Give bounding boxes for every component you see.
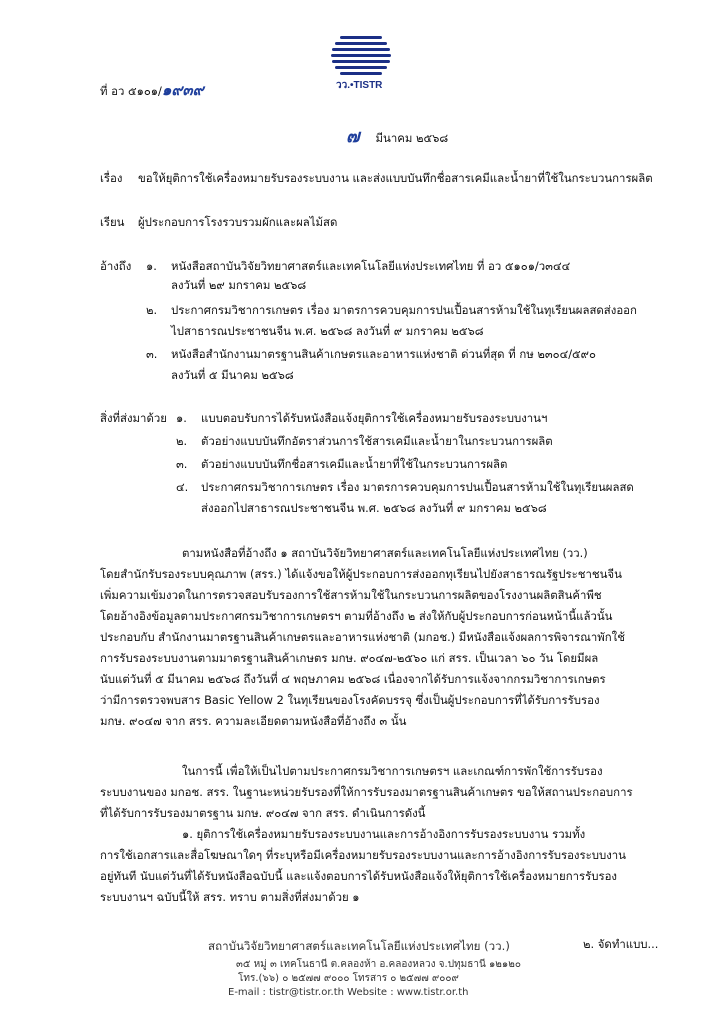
logo-text: วว.•TISTR (336, 80, 383, 91)
enclosure-line: ส่งออกไปสาธารณประชาชนจีน พ.ศ. ๒๕๖๘ ลงวันที่ ๙ มกราคม ๒๕๖๘ (201, 501, 547, 515)
doc-no-handwritten: ๑๙๓๙ (161, 81, 204, 99)
reference-num-3: ๓. (146, 347, 158, 361)
date-day-handwritten: ๗ (346, 126, 360, 147)
body-line: โดยสำนักรับรองระบบคุณภาพ (สรร.) ได้แจ้งขอให้ผู้ประกอบการส่งออกทุเรียนไปยังสาธารณรัฐประชาชนจีน (100, 567, 622, 581)
enclosure-line: แบบตอบรับการได้รับหนังสือแจ้งยุติการใช้เครื่องหมายรับรองระบบงานฯ (201, 411, 548, 425)
reference-line: ลงวันที่ ๒๙ มกราคม ๒๕๖๘ (171, 278, 307, 292)
body-line: ที่ได้รับการรับรองมาตรฐาน มกษ. ๙๐๔๗ จาก สรร. ดำเนินการดังนี้ (100, 806, 426, 820)
reference-num-2: ๒. (146, 303, 158, 317)
body-line: มกษ. ๙๐๔๗ จาก สรร. ความละเอียดตามหนังสือที่อ้างถึง ๓ นั้น (100, 714, 407, 728)
body-line: อยู่ทันที นับแต่วันที่ได้รับหนังสือฉบับนี้ และแจ้งตอบการได้รับหนังสือแจ้งให้ยุติการใช้เครื่องหมายการรับรอง (100, 869, 617, 883)
body-line: เพิ่มความเข้มงวดในการตรวจสอบรับรองการใช้สารห้ามใช้ในกระบวนการผลิตของโรงงานผลิตสินค้าพืช (100, 588, 602, 602)
body-line: โดยอ้างอิงข้อมูลตามประกาศกรมวิชาการเกษตรฯ ตามที่อ้างถึง ๒ ส่งให้กับผู้ประกอบการก่อนหน้านี้แล้วนั้น (100, 609, 613, 623)
enclosures-label: สิ่งที่ส่งมาด้วย (100, 411, 167, 425)
enclosure-num-1: ๑. (176, 411, 187, 425)
enclosure-line: ตัวอย่างแบบบันทึกอัตราส่วนการใช้สารเคมีและน้ำยาในกระบวนการผลิต (201, 434, 553, 448)
body-line: ระบบงานฯ ฉบับนี้ให้ สรร. ทราบ ตามสิ่งที่ส่งมาด้วย ๑ (100, 890, 360, 904)
footer-phone: โทร.(๖๖) ๐ ๒๕๗๗ ๙๐๐๐ โทรสาร ๐ ๒๕๗๗ ๙๐๐๙ (238, 973, 459, 984)
body-line: ๑. ยุติการใช้เครื่องหมายรับรองระบบงานและการอ้างอิงการรับรองระบบงาน รวมทั้ง (182, 827, 586, 841)
footer-web: E-mail : tistr@tistr.or.th Website : www.tistr.or.th (228, 987, 469, 998)
body-line: การรับรองระบบงานตามมาตรฐานสินค้าเกษตร มกษ. ๙๐๔๗-๒๕๖๐ แก่ สรร. เป็นเวลา ๖๐ วัน โดยมีผล (100, 651, 599, 665)
enclosure-num-2: ๒. (176, 434, 188, 448)
body-line: การใช้เอกสารและสื่อโฆษณาใดๆ ที่ระบุหรือมีเครื่องหมายรับรองระบบงานและการอ้างอิงการรับรองระบบงาน (100, 848, 626, 862)
enclosure-num-4: ๔. (176, 480, 189, 494)
reference-line: ประกาศกรมวิชาการเกษตร เรื่อง มาตรการควบคุมการปนเปื้อนสารห้ามใช้ในทุเรียนผลสดส่งออก (171, 303, 637, 317)
reference-line: ลงวันที่ ๕ มีนาคม ๒๕๖๘ (171, 368, 294, 382)
continued-marker: ๒. จัดทำแบบ... (583, 937, 659, 951)
body-line: ประกอบกับ สำนักงานมาตรฐานสินค้าเกษตรและอาหารแห่งชาติ (มกอช.) มีหนังสือแจ้งผลการพิจารณาพักใช้ (100, 630, 625, 644)
salutation-text: ผู้ประกอบการโรงรวบรวมผักและผลไม้สด (138, 215, 338, 229)
reference-line: หนังสือสถาบันวิจัยวิทยาศาสตร์และเทคโนโลยีแห่งประเทศไทย ที่ อว ๕๑๐๑/ว๓๔๔ (171, 259, 571, 273)
tistr-logo (326, 34, 396, 94)
document-date (346, 128, 448, 147)
document-number (100, 82, 204, 100)
body-line: ตามหนังสือที่อ้างถึง ๑ สถาบันวิจัยวิทยาศาสตร์และเทคโนโลยีแห่งประเทศไทย (วว.) (182, 546, 588, 560)
reference-line: หนังสือสำนักงานมาตรฐานสินค้าเกษตรและอาหารแห่งชาติ ด่วนที่สุด ที่ กษ ๒๓๐๔/๕๙๐ (171, 347, 596, 361)
footer-org: สถาบันวิจัยวิทยาศาสตร์และเทคโนโลยีแห่งประเทศไทย (วว.) (208, 939, 510, 953)
body-line: นับแต่วันที่ ๕ มีนาคม ๒๕๖๘ ถึงวันที่ ๔ พฤษภาคม ๒๕๖๘ เนื่องจากได้รับการแจ้งจากกรมวิชาการเกษตร (100, 672, 606, 686)
doc-no-prefix: ที่ อว ๕๑๐๑/ (100, 84, 162, 98)
date-month-year: มีนาคม ๒๕๖๘ (375, 131, 449, 145)
subject-text: ขอให้ยุติการใช้เครื่องหมายรับรองระบบงาน และส่งแบบบันทึกชื่อสารเคมีและน้ำยาที่ใช้ในกระบวนการผลิต (138, 171, 653, 185)
body-line: ระบบงานของ มกอช. สรร. ในฐานะหน่วยรับรองที่ให้การรับรองมาตรฐานสินค้าเกษตร ขอให้สถานประกอบการ (100, 785, 633, 799)
subject-label: เรื่อง (100, 171, 123, 185)
subject-line (100, 170, 653, 187)
footer-address: ๓๕ หมู่ ๓ เทคโนธานี ต.คลองห้า อ.คลองหลวง จ.ปทุมธานี ๑๒๑๒๐ (236, 959, 521, 970)
reference-num-1: ๑. (146, 259, 157, 273)
salutation-label: เรียน (100, 215, 125, 229)
body-line: ว่ามีการตรวจพบสาร Basic Yellow 2 ในทุเรียนของโรงคัดบรรจุ ซึ่งเป็นผู้ประกอบการที่ได้รับการรับรอง (100, 693, 600, 707)
enclosure-line: ประกาศกรมวิชาการเกษตร เรื่อง มาตรการควบคุมการปนเปื้อนสารห้ามใช้ในทุเรียนผลสด (201, 480, 634, 494)
references-label: อ้างถึง (100, 259, 132, 273)
salutation-line (100, 214, 337, 231)
reference-line: ไปสาธารณประชาชนจีน พ.ศ. ๒๕๖๘ ลงวันที่ ๙ มกราคม ๒๕๖๘ (171, 324, 484, 338)
enclosure-num-3: ๓. (176, 457, 188, 471)
enclosure-line: ตัวอย่างแบบบันทึกชื่อสารเคมีและน้ำยาที่ใช้ในกระบวนการผลิต (201, 457, 508, 471)
body-line: ในการนี้ เพื่อให้เป็นไปตามประกาศกรมวิชาการเกษตรฯ และเกณฑ์การพักใช้การรับรอง (182, 764, 603, 778)
